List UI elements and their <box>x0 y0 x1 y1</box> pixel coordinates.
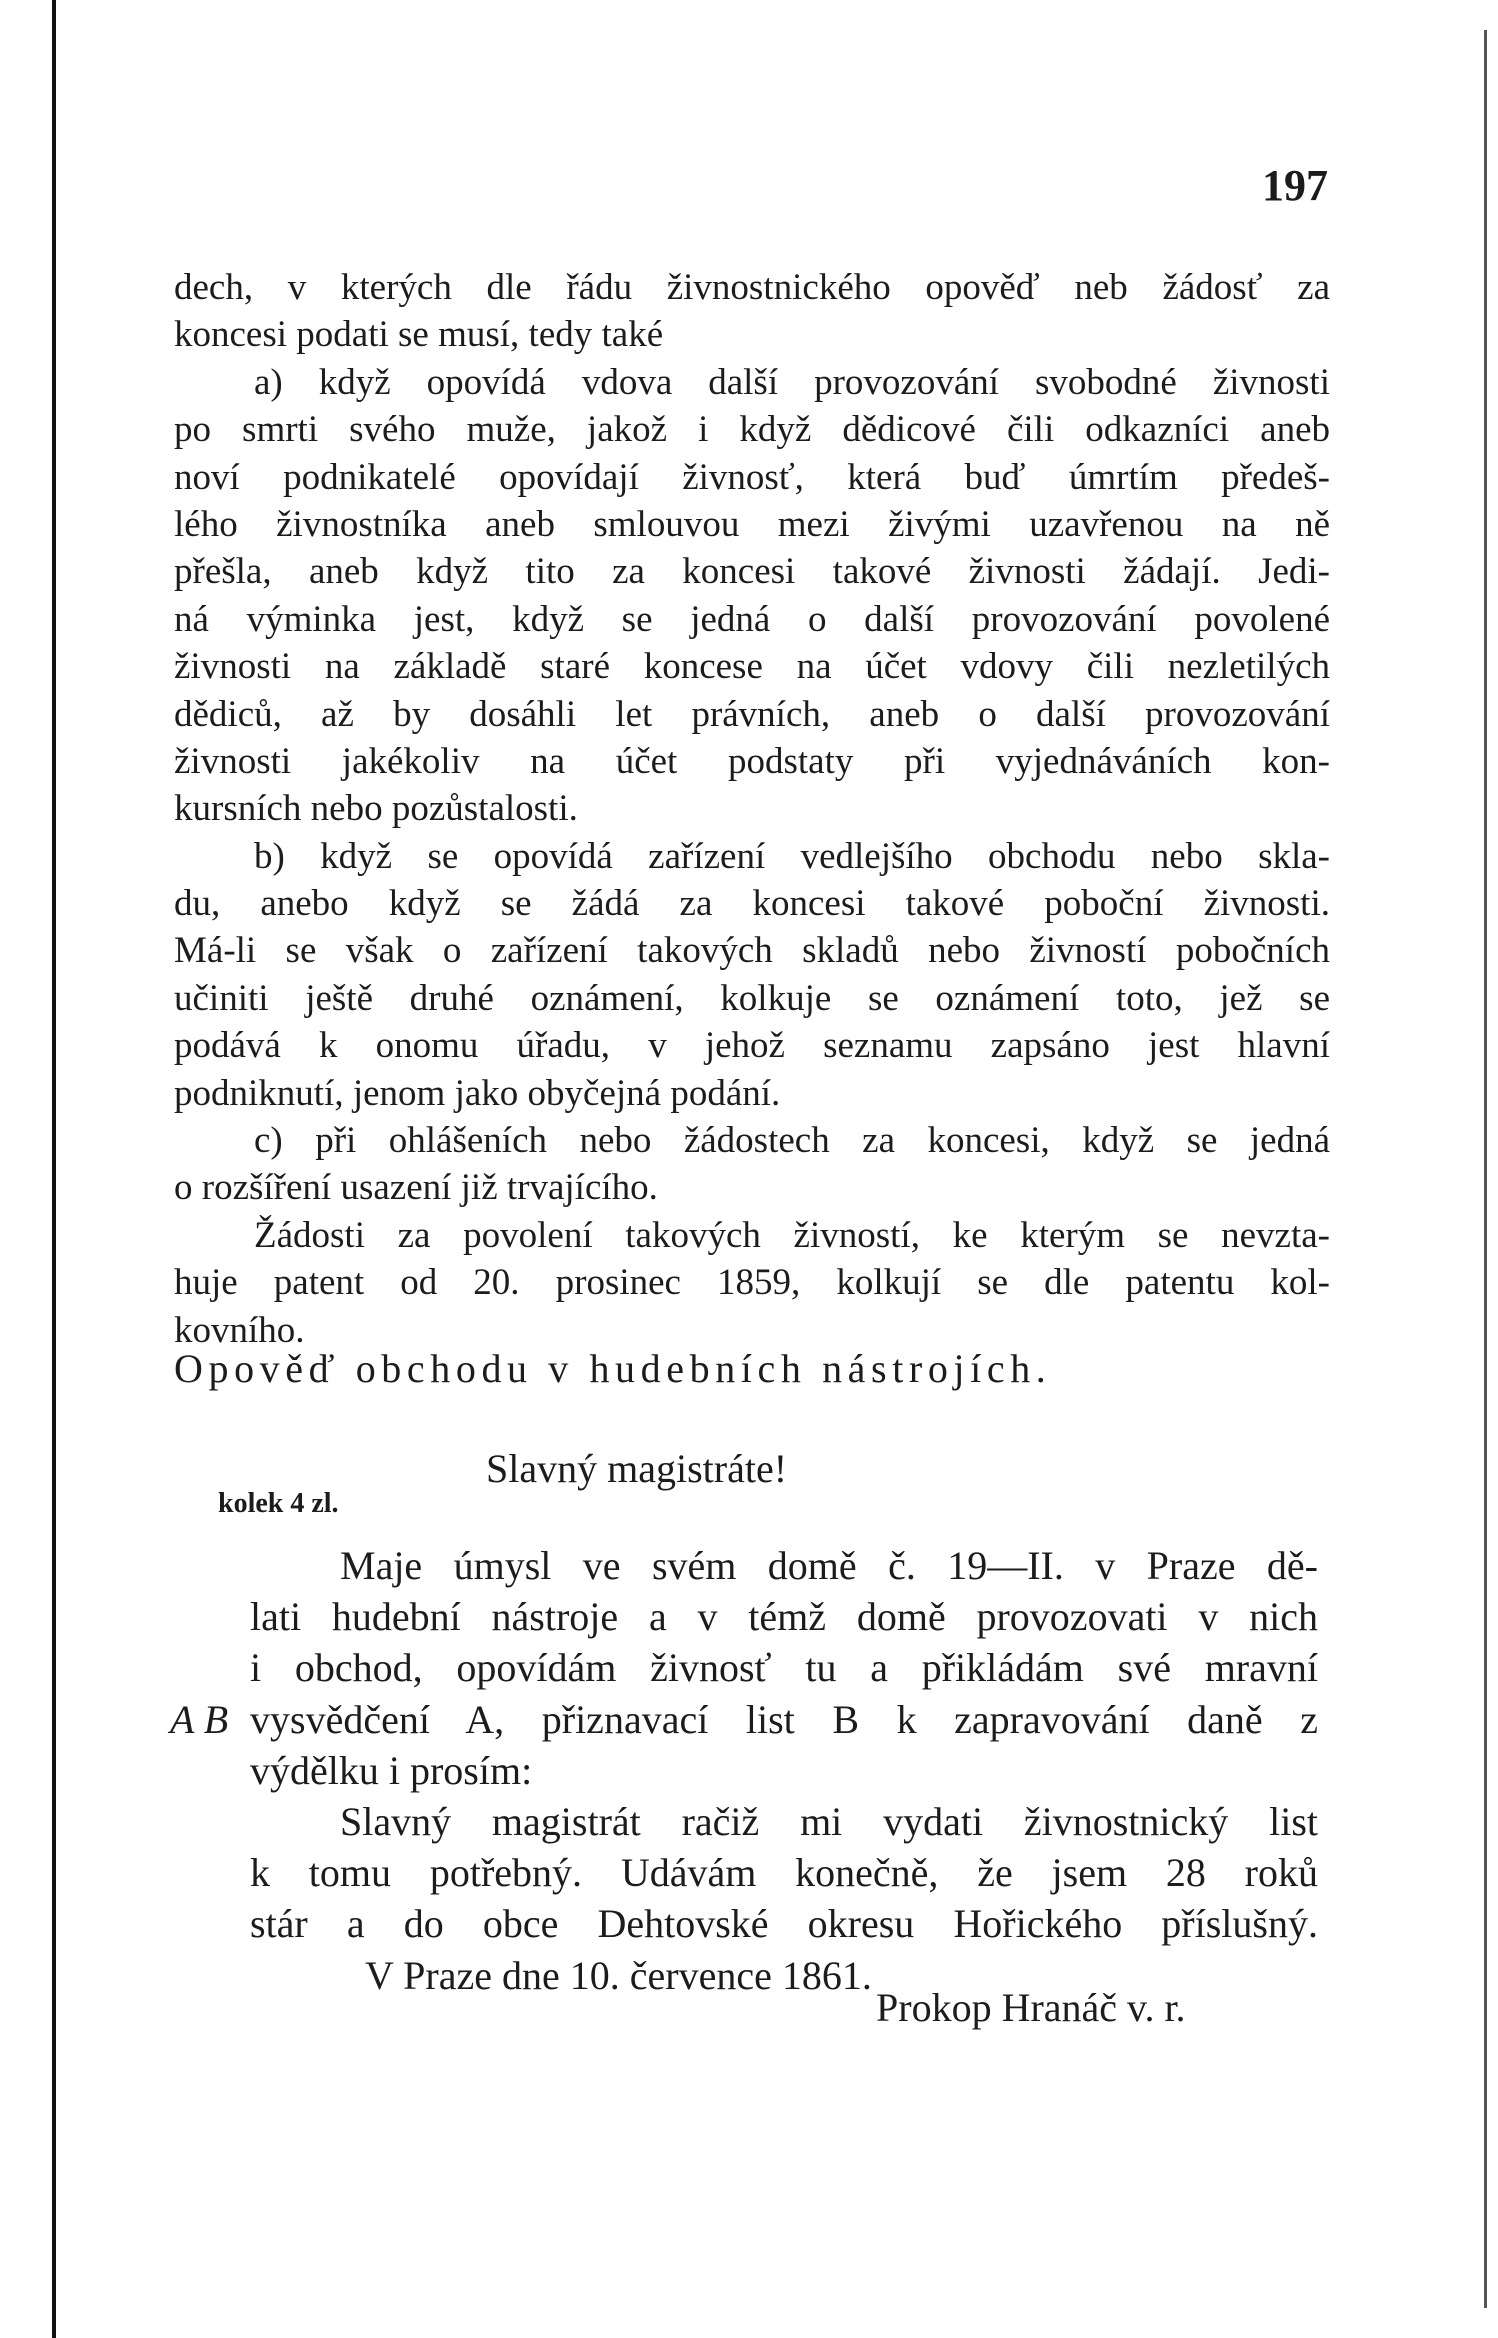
body-line: přešla, aneb když tito za koncesi takové živnosti žádají. Jedi- <box>174 551 1330 593</box>
letter-line: stár a do obce Dehtovské okresu Hořického příslušný. <box>250 1901 1318 1947</box>
letter-line: k tomu potřebný. Udávám konečně, že jsem 28 roků <box>250 1850 1318 1896</box>
page-right-edge <box>1484 30 1487 2308</box>
letter-line: i obchod, opovídám živnosť tu a přikládám své mravní <box>250 1645 1318 1691</box>
letter-line: výdělku i prosím: <box>250 1747 533 1793</box>
body-line: učiniti ještě druhé oznámení, kolkuje se oznámení toto, jež se <box>174 977 1330 1019</box>
body-line: ná výminka jest, když se jedná o další provozování povolené <box>174 598 1330 640</box>
body-line: c) při ohlášeních nebo žádostech za koncesi, když se jedná <box>254 1120 1330 1162</box>
letter-line: V Praze dne 10. července 1861. <box>365 1952 872 1998</box>
signature: Prokop Hranáč v. r. <box>876 1985 1186 2030</box>
section-heading: Opověď obchodu v hudebních nástrojích. <box>174 1346 1052 1391</box>
letter-line: Slavný magistrát račiž mi vydati živnostnický list <box>340 1798 1318 1844</box>
body-line: du, anebo když se žádá za koncesi takové poboční živnosti. <box>174 883 1330 925</box>
page-left-margin <box>0 0 58 2338</box>
body-line: podniknutí, jenom jako obyčejná podání. <box>174 1072 781 1114</box>
body-line: lého živnostníka aneb smlouvou mezi živými uzavřenou na ně <box>174 503 1330 545</box>
body-line: dědiců, až by dosáhli let právních, aneb o další provozování <box>174 693 1330 735</box>
attachment-margin-note: A B <box>170 1697 229 1742</box>
body-text <box>174 264 1330 1354</box>
body-line: kovního. <box>174 1309 305 1351</box>
body-line: noví podnikatelé opovídají živnosť, která buď úmrtím předeš- <box>174 456 1330 498</box>
letter-line: Maje úmysl ve svém domě č. 19—II. v Praze dě- <box>340 1543 1318 1588</box>
letter-text <box>250 1540 1318 2001</box>
body-line: kursních nebo pozůstalosti. <box>174 788 578 830</box>
letter-line: vysvědčení A, přiznavací list B k zapravování daně z <box>250 1696 1318 1742</box>
body-line: podává k onomu úřadu, v jehož seznamu zapsáno jest hlavní <box>174 1025 1330 1067</box>
body-line: dech, v kterých dle řádu živnostnického opověď neb žádosť za <box>174 267 1330 308</box>
body-line: huje patent od 20. prosinec 1859, kolkují se dle patentu kol- <box>174 1262 1330 1304</box>
body-line: koncesi podati se musí, tedy také <box>174 314 664 356</box>
body-line: a) když opovídá vdova další provozování svobodné živnosti <box>254 361 1330 403</box>
page-number: 197 <box>1262 161 1328 210</box>
body-line: po smrti svého muže, jakož i když dědicové čili odkazníci aneb <box>174 409 1330 451</box>
body-line: živnosti jakékoliv na účet podstaty při vyjednáváních kon- <box>174 740 1330 782</box>
binding-edge <box>52 0 56 2338</box>
body-line: Žádosti za povolení takových živností, ke kterým se nevzta- <box>254 1214 1330 1256</box>
letter-line: lati hudební nástroje a v témž domě provozovati v nich <box>250 1594 1318 1640</box>
body-line: b) když se opovídá zařízení vedlejšího obchodu nebo skla- <box>254 835 1330 877</box>
body-line: živnosti na základě staré koncese na účet vdovy čili nezletilých <box>174 646 1330 688</box>
body-line: o rozšíření usazení již trvajícího. <box>174 1167 658 1209</box>
salutation: Slavný magistráte! <box>486 1446 788 1491</box>
stamp-note: kolek 4 zl. <box>218 1488 339 1519</box>
body-line: Má-li se však o zařízení takových skladů nebo živností pobočních <box>174 930 1330 972</box>
